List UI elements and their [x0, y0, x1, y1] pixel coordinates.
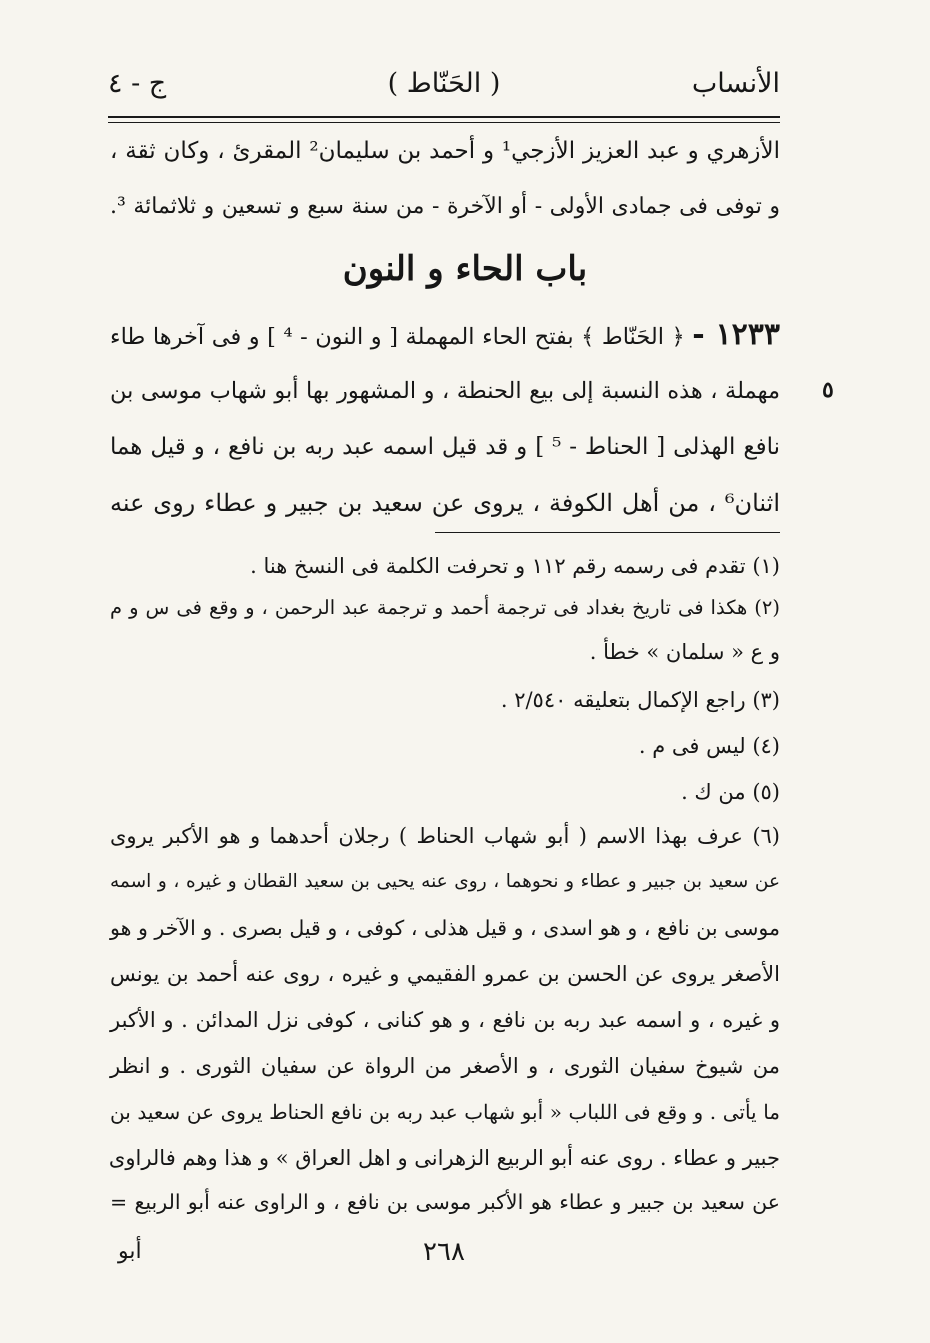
body-line: و توفى فى جمادى الأولى - أو الآخرة - من سنة سبع و تسعين و ثلاثمائة ³.	[110, 194, 780, 219]
catchword: أبو	[118, 1239, 142, 1264]
body-line: اثنان⁶ ، من أهل الكوفة ، يروى عن سعيد بن جبير و عطاء روى عنه	[110, 489, 780, 517]
footnote-line: موسى بن نافع ، و هو اسدى ، و قيل هذلى ، كوفى ، و قيل بصرى . و الآخر و هو	[110, 916, 780, 940]
running-header	[108, 62, 780, 106]
footnote-line: عن سعيد بن جبير و عطاء هو الأكبر موسى بن نافع ، و الراوى عنه أبو الربيع =	[110, 1190, 780, 1214]
entry-number: ١٢٣٣ -	[692, 317, 780, 352]
page-number: ٢٦٨	[423, 1237, 465, 1267]
footnote-rule	[435, 532, 780, 533]
footnote-line: (٥) من ك .	[681, 780, 780, 804]
running-head: ( الحَنّاط )	[387, 68, 501, 99]
footnote-line: عن سعيد بن جبير و عطاء و نحوهما ، روى عنه يحيى بن سعيد القطان و غيره ، و اسمه	[110, 871, 780, 892]
page-footer	[108, 1232, 780, 1272]
footnote-line: ما يأتى . و وقع فى اللباب « أبو شهاب عبد ربه بن نافع الحناط يروى عن سعيد بن	[110, 1100, 780, 1124]
book-title: الأنساب	[691, 68, 780, 99]
footnote-line: (٣) راجع الإكمال بتعليقه ٢/٥٤٠ .	[500, 688, 780, 712]
volume-label: ج - ٤	[108, 68, 167, 99]
footnote-line: من شيوخ سفيان الثورى ، و الأصغر من الرواة عن سفيان الثورى . و انظر	[110, 1054, 780, 1078]
entry-first-line	[110, 312, 780, 360]
footnote-line: (٢) هكذا فى تاريخ بغداد فى ترجمة أحمد و ترجمة عبد الرحمن ، و وقع فى س و م	[110, 596, 780, 619]
footnote-line: (١) تقدم فى رسمه رقم ١١٢ و تحرفت الكلمة فى النسخ هنا .	[250, 554, 780, 578]
footnote-line: و ع « سلمان » خطأ .	[589, 640, 780, 664]
chapter-heading: باب الحاء و النون	[342, 249, 588, 289]
entry-text: ﴿ الحَنّاط ﴾ بفتح الحاء المهملة [ و النون - ⁴ ] و فى آخرها طاء	[110, 324, 685, 350]
body-line: مهملة ، هذه النسبة إلى بيع الحنطة ، و المشهور بها أبو شهاب موسى بن	[110, 378, 780, 404]
header-rule-thin	[108, 122, 780, 123]
footnote-line: و غيره ، و اسمه عبد ربه بن نافع ، و هو كنانى ، كوفى نزل المدائن . و الأكبر	[110, 1008, 780, 1032]
body-line: الأزهري و عبد العزيز الأزجي¹ و أحمد بن سليمان² المقرئ ، وكان ثقة ،	[110, 138, 780, 164]
footnote-line: الأصغر يروى عن الحسن بن عمرو الفقيمي و غيره ، روى عنه أحمد بن يونس	[110, 962, 780, 986]
body-line: نافع الهذلى [ الحناط - ⁵ ] و قد قيل اسمه عبد ربه بن نافع ، و قيل هما	[110, 434, 780, 460]
margin-line-number: ٥	[822, 377, 834, 403]
footnote-line: جبير و عطاء . روى عنه أبو الربيع الزهرانى و اهل العراق » و هذا وهم فالراوى	[108, 1146, 780, 1170]
footnote-line: (٦) عرف بهذا الاسم ( أبو شهاب الحناط ) رجلان أحدهما و هو الأكبر يروى	[110, 824, 780, 848]
footnote-line: (٤) ليس فى م .	[638, 734, 780, 758]
header-rule-thick	[108, 116, 780, 118]
